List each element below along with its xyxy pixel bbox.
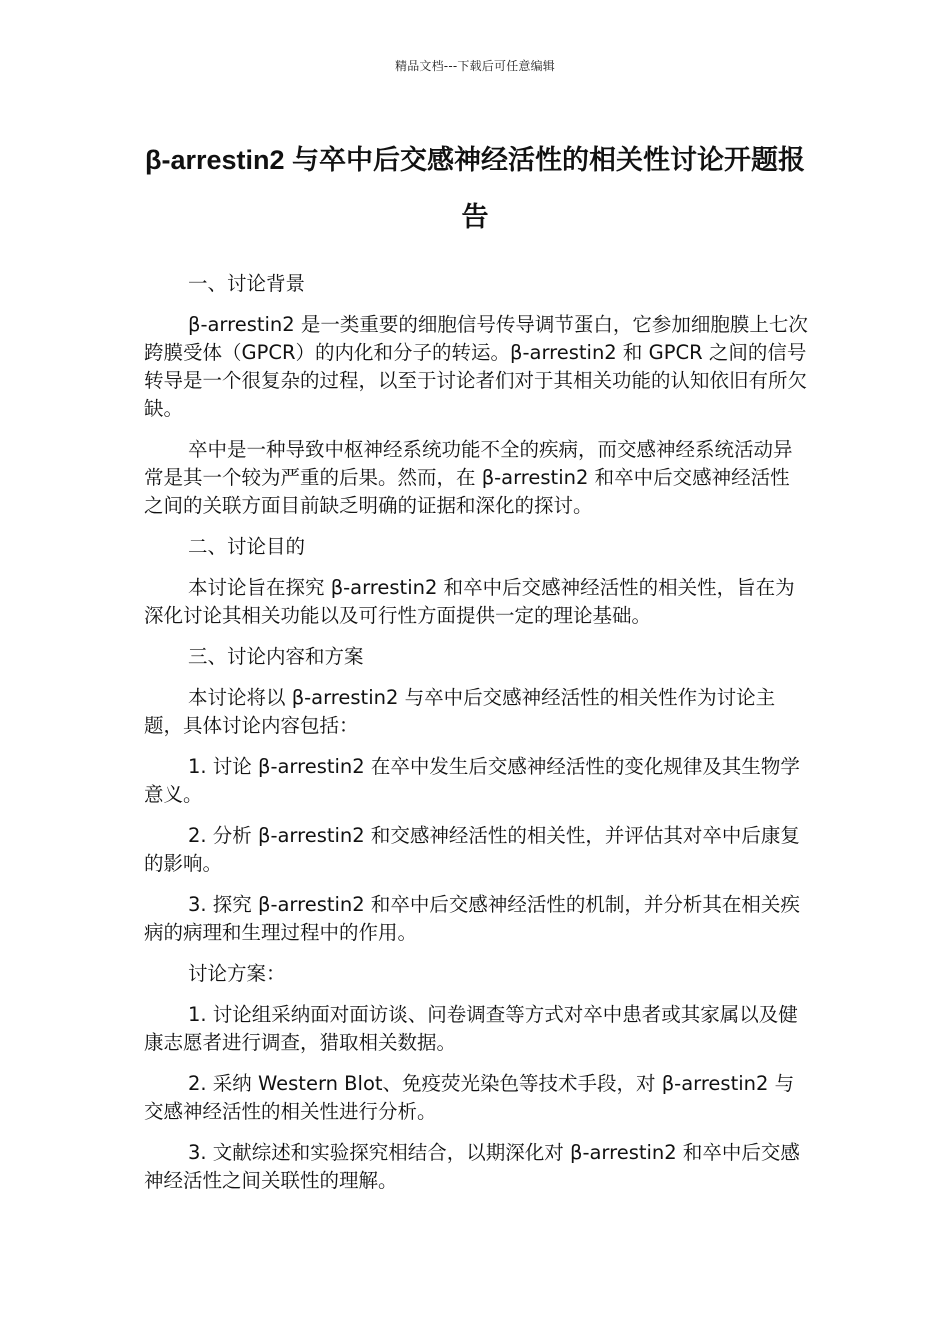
document-body xyxy=(144,270,809,1208)
content-item-1: 1. 讨论 β-arrestin2 在卒中发生后交感神经活性的变化规律及其生物学意义。 xyxy=(144,755,800,806)
plan-heading: 讨论方案： xyxy=(188,962,286,985)
header-note: 精品文档---下载后可任意编辑 xyxy=(395,59,555,73)
plan-item-1: 1. 讨论组采纳面对面访谈、问卷调查等方式对卒中患者或其家属以及健康志愿者进行调查，猎取相关数据。 xyxy=(144,1003,798,1054)
paragraph-purpose: 本讨论旨在探究 β-arrestin2 和卒中后交感神经活性的相关性，旨在为深化讨论其相关功能以及可行性方面提供一定的理论基础。 xyxy=(144,576,795,627)
section-heading-background: 一、讨论背景 xyxy=(188,272,306,295)
plan-item-3: 3. 文献综述和实验探究相结合，以期深化对 β-arrestin2 和卒中后交感神经活性之间关联性的理解。 xyxy=(144,1141,800,1192)
paragraph-content-intro: 本讨论将以 β-arrestin2 与卒中后交感神经活性的相关性作为讨论主题，具体讨论内容包括： xyxy=(144,686,776,737)
content-item-3: 3. 探究 β-arrestin2 和卒中后交感神经活性的机制，并分析其在相关疾病的病理和生理过程中的作用。 xyxy=(144,893,800,944)
paragraph-background-1: β-arrestin2 是一类重要的细胞信号传导调节蛋白，它参加细胞膜上七次跨膜受体（GPCR）的内化和分子的转运。β-arrestin2 和 GPCR 之间的信号转导是一个很复杂的过程，以至于讨论者们对于其相关功能的认知依旧有所欠缺。 xyxy=(144,313,808,420)
section-heading-content: 三、讨论内容和方案 xyxy=(188,645,364,668)
document-title: β-arrestin2 与卒中后交感神经活性的相关性讨论开题报告 xyxy=(144,145,806,232)
paragraph-background-2: 卒中是一种导致中枢神经系统功能不全的疾病，而交感神经系统活动异常是其一个较为严重的后果。然而，在 β-arrestin2 和卒中后交感神经活性之间的关联方面目前缺乏明确的证据和深化的探讨。 xyxy=(144,438,793,517)
plan-item-2: 2. 采纳 Western Blot、免疫荧光染色等技术手段，对 β-arrestin2 与交感神经活性的相关性进行分析。 xyxy=(144,1072,795,1123)
content-item-2: 2. 分析 β-arrestin2 和交感神经活性的相关性，并评估其对卒中后康复的影响。 xyxy=(144,824,800,875)
section-heading-purpose: 二、讨论目的 xyxy=(188,535,306,558)
